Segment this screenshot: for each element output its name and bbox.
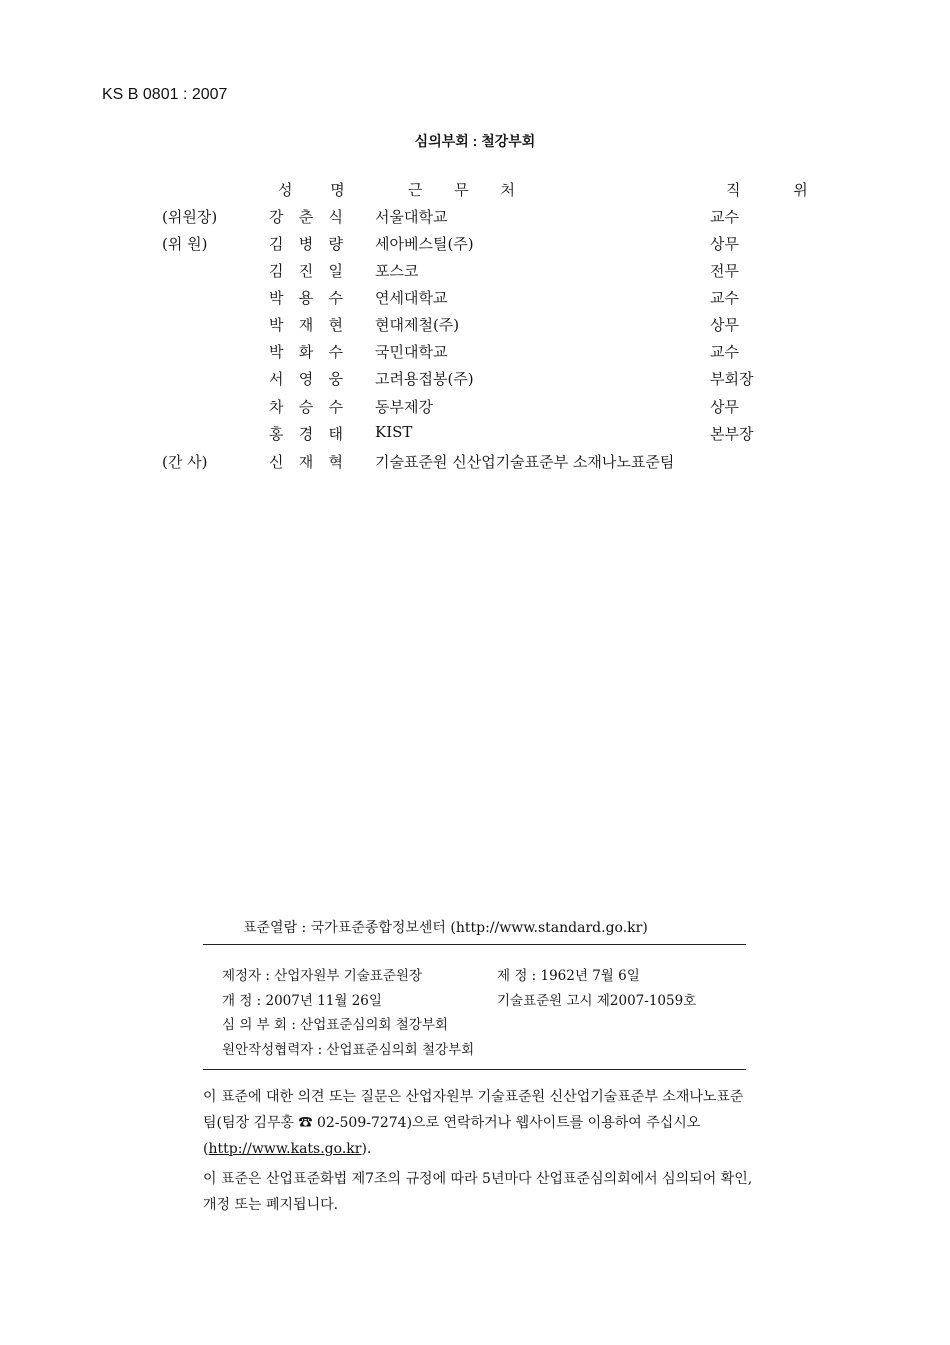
header-position: 직 위 <box>726 181 832 199</box>
member-position: 교수 <box>710 208 739 226</box>
member-position: 부회장 <box>710 370 754 388</box>
member-org: 동부제강 <box>375 398 433 416</box>
inquiry-end: ). <box>361 1141 372 1157</box>
standard-number: KS B 0801 : 2007 <box>102 86 228 103</box>
member-row <box>0 233 950 257</box>
member-org: 세아베스틸(주) <box>375 235 474 253</box>
panel-title: 심의부회 : 철강부회 <box>414 133 536 149</box>
enactor-text: 제정자 : 산업자원부 기술표준원장 <box>222 968 422 984</box>
revised-date: 개 정 : 2007년 11월 26일 <box>222 993 382 1009</box>
member-position: 상무 <box>710 398 739 416</box>
member-row <box>0 423 950 447</box>
member-role: (위 원) <box>162 235 208 253</box>
divider-bottom <box>203 1069 746 1070</box>
member-name: 서 영 웅 <box>269 370 349 388</box>
member-position: 상무 <box>710 235 739 253</box>
inquiry-text: 이 표준에 대한 의견 또는 질문은 산업자원부 기술표준원 신산업기술표준부 소재나노표준팀(팀장 김무홍 ☎ 02-509-7274)으로 연락하거나 웹사이트를 이용하여 주십시오( <box>203 1089 744 1157</box>
member-role: (위원장) <box>162 208 218 226</box>
member-position: 교수 <box>710 289 739 307</box>
drafter-text: 원안작성협력자 : 산업표준심의회 철강부회 <box>222 1042 475 1058</box>
review-note: 이 표준은 산업표준화법 제7조의 규정에 따라 5년마다 산업표준심의회에서 심의되어 확인, 개정 또는 폐지됩니다. <box>203 1171 753 1213</box>
member-org: 국민대학교 <box>375 343 448 361</box>
member-name: 홍 경 태 <box>269 425 349 443</box>
member-name: 김 병 량 <box>269 235 349 253</box>
member-position: 전무 <box>710 262 739 280</box>
member-position: 교수 <box>710 343 739 361</box>
member-role: (간 사) <box>162 453 208 471</box>
member-org: 고려용접봉(주) <box>375 370 474 388</box>
divider-top <box>203 944 746 945</box>
member-row <box>0 396 950 420</box>
reading-info: 표준열람 : 국가표준종합정보센터 (http://www.standard.go.kr) <box>243 920 648 936</box>
member-row <box>0 287 950 311</box>
member-name: 박 화 수 <box>269 343 349 361</box>
member-org: 현대제철(주) <box>375 316 460 334</box>
council-text: 심 의 부 회 : 산업표준심의회 철강부회 <box>222 1017 448 1033</box>
enacted-date: 제 정 : 1962년 7월 6일 <box>497 968 640 984</box>
member-org: 기술표준원 신산업기술표준부 소재나노표준팀 <box>375 453 675 471</box>
member-row <box>0 206 950 230</box>
member-name: 김 진 일 <box>269 262 349 280</box>
header-org: 근 무 처 <box>408 181 529 199</box>
member-name: 박 재 현 <box>269 316 349 334</box>
member-position: 상무 <box>710 316 739 334</box>
member-row <box>0 368 950 392</box>
member-name: 박 용 수 <box>269 289 349 307</box>
header-name: 성 명 <box>278 181 362 199</box>
member-org: 포스코 <box>375 262 419 280</box>
member-org: KIST <box>375 423 413 441</box>
kats-link[interactable]: http://www.kats.go.kr <box>208 1141 362 1157</box>
member-row <box>0 341 950 365</box>
member-org: 서울대학교 <box>375 208 448 226</box>
member-org: 연세대학교 <box>375 289 448 307</box>
member-position: 본부장 <box>710 425 754 443</box>
inquiry-note <box>203 1084 755 1162</box>
member-row <box>0 260 950 284</box>
member-name: 차 승 수 <box>269 398 349 416</box>
member-row <box>0 314 950 338</box>
member-row <box>0 451 950 475</box>
notice-number: 기술표준원 고시 제2007-1059호 <box>497 993 697 1009</box>
member-name: 강 춘 식 <box>269 208 349 226</box>
member-name: 신 재 혁 <box>269 453 349 471</box>
